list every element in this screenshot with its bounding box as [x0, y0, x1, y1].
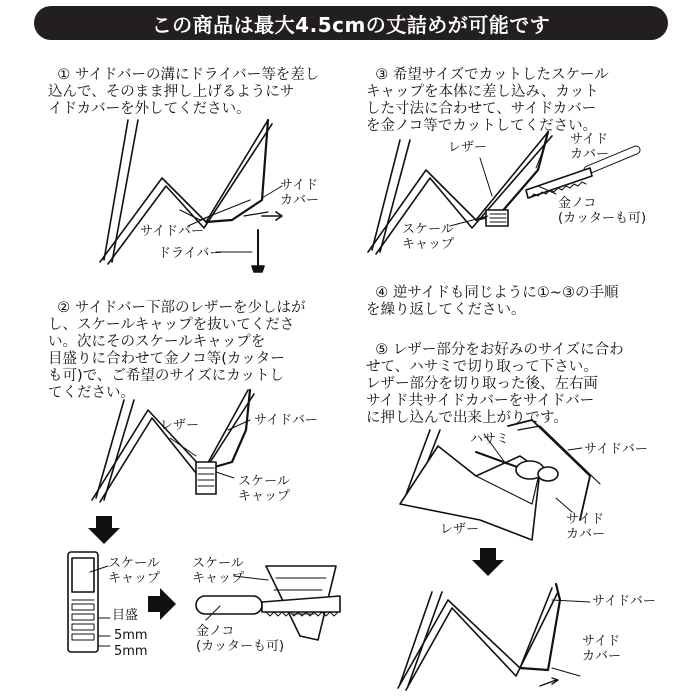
label-side-bar-6: サイドバー [592, 594, 656, 609]
label-leather-3: レザー [448, 140, 488, 155]
label-side-bar-2: サイドバー [254, 413, 318, 428]
label-saw-1: 金ノコ (カッターも可) [196, 624, 285, 654]
label-side-cover-6: サイド カバー [582, 634, 622, 664]
label-mm-b: 5mm [114, 644, 148, 659]
label-saw-2: 金ノコ (カッターも可) [558, 196, 647, 226]
step-3-number: ③ [375, 67, 389, 83]
illustration-step-5-finished [398, 584, 590, 690]
label-scale-cap-4: スケール キャップ [192, 556, 245, 586]
step-4-text: 逆サイドも同じように①~③の手順 を繰り返してください。 [366, 285, 619, 318]
step-1-text: サイドバーの溝にドライバー等を差し 込んで、そのまま押し上げるようにサ イドカバーを外してください。 [48, 67, 320, 117]
label-scale-cap-3: スケール キャップ [108, 556, 161, 586]
step-5-number: ⑤ [375, 342, 389, 358]
label-side-cover-3: サイド カバー [570, 132, 610, 162]
label-side-bar-1: サイドバー [140, 224, 204, 239]
label-side-cover-5: サイド カバー [566, 512, 606, 542]
step-5-text: レザー部分をお好みのサイズに合わ せて、ハサミで切り取って下さい。 レザー部分を切り取った後、左右両 サイド共サイドカバーをサイドバー に押し込んで出来上がりです。 [366, 342, 624, 426]
step-1-number: ① [57, 67, 71, 83]
label-mm-a: 5mm [114, 628, 148, 643]
step-4-number: ④ [375, 285, 389, 301]
page-title: この商品は最大4.5cmの丈詰めが可能です [151, 12, 551, 37]
step-2-number: ② [57, 300, 71, 316]
label-leather-2: レザー [160, 418, 200, 433]
illustration-step-2 [88, 390, 254, 544]
label-driver: ドライバー [158, 246, 223, 261]
label-leather-5: レザー [440, 522, 480, 537]
label-scale-marks: 目盛 [112, 608, 139, 623]
label-scale-cap-2: スケール キャップ [238, 474, 291, 504]
label-scale-cap-5: スケール キャップ [402, 222, 455, 252]
step-3-text: 希望サイズでカットしたスケール キャップを本体に差し込み、カット した寸法に合わせて、サイドカバー を金ノコ等でカットしてください。 [366, 67, 609, 134]
label-scissors: ハサミ [470, 432, 510, 447]
step-2-text: サイドバー下部のレザーを少しはが し、スケールキャップを抜いてくださ い。次にそのスケールキャップを 目盛りに合わせて金ノコ等(カッター も可)で、ご希望のサイズにカットし てください。 [48, 300, 306, 401]
label-side-cover-1: サイド カバー [280, 178, 320, 208]
label-side-bar-5: サイドバー [584, 442, 648, 457]
